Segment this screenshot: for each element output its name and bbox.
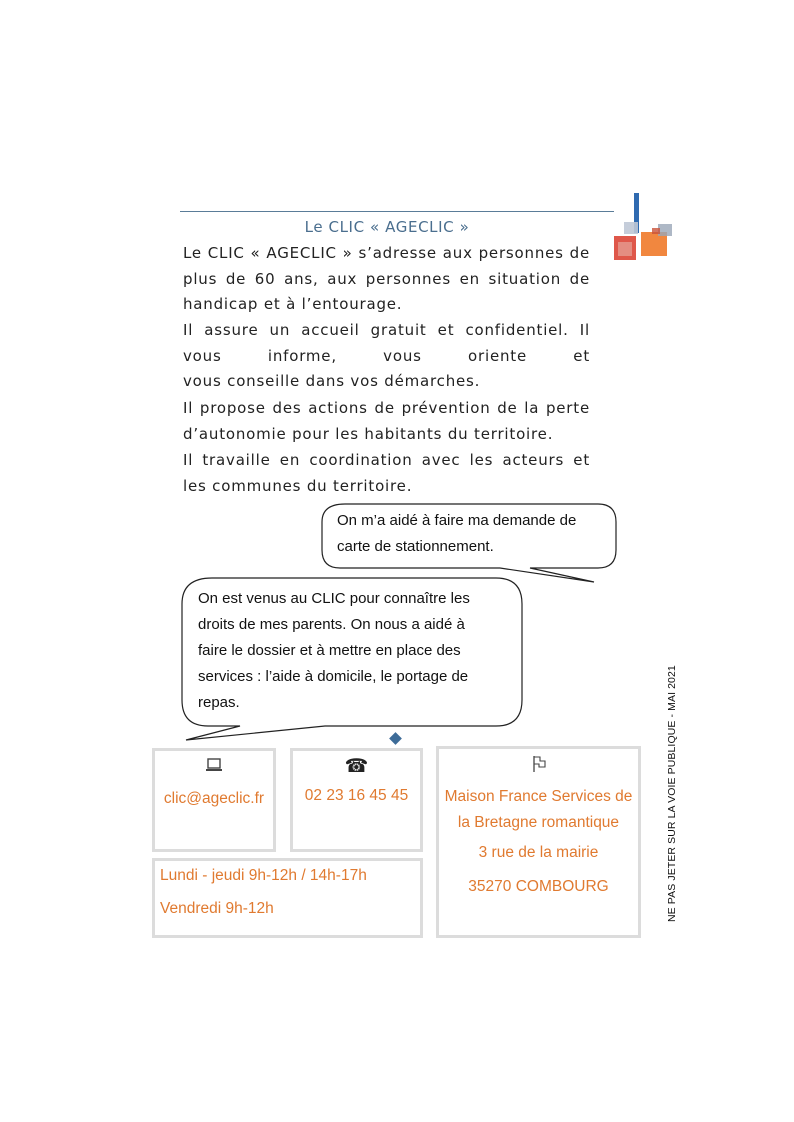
hours-weekdays: Lundi - jeudi 9h-12h / 14h-17h [160,867,367,884]
address-box [436,746,641,938]
email-box [152,748,276,852]
coordination-paragraph: Il travaille en coordination avec les acteurs et les communes du territoire. [183,451,590,495]
service-paragraph-2: vous conseille dans vos démarches. [183,372,481,390]
flag-icon [439,755,638,778]
address-city: 35270 COMBOURG [468,878,609,895]
email-address[interactable]: clic@ageclic.fr [163,790,265,807]
prevention-paragraph: Il propose des actions de prévention de la perte d’autonomie pour les habitants du territoire. [183,399,590,443]
hours-box [152,858,423,938]
address-street: 3 rue de la mairie [478,844,599,861]
computer-icon [155,757,273,778]
side-notice: NE PAS JETER SUR LA VOIE PUBLIQUE - MAI 2021 [666,665,678,922]
telephone-icon: ☎ [344,755,369,777]
phone-box [290,748,423,852]
page-title: Le CLIC « AGECLIC » [304,218,470,236]
service-paragraph-1: Il assure un accueil gratuit et confidentiel. Il vous informe, vous oriente et [183,321,590,365]
phone-number[interactable]: 02 23 16 45 45 [304,787,409,804]
address-name: Maison France Services de la Bretagne romantique [444,788,633,831]
hours-friday: Vendredi 9h-12h [160,900,274,917]
intro-paragraph: Le CLIC « AGECLIC » s’adresse aux personnes de plus de 60 ans, aux personnes en situation de handicap et à l’entourage. [183,244,590,313]
testimonial-2: On est venus au CLIC pour connaître les droits de mes parents. On nous a aidé à faire le dossier et à mettre en place des services : l’aide à domicile, le portage de repas. [198,590,470,711]
testimonial-1: On m’a aidé à faire ma demande de carte de stationnement. [337,512,577,555]
